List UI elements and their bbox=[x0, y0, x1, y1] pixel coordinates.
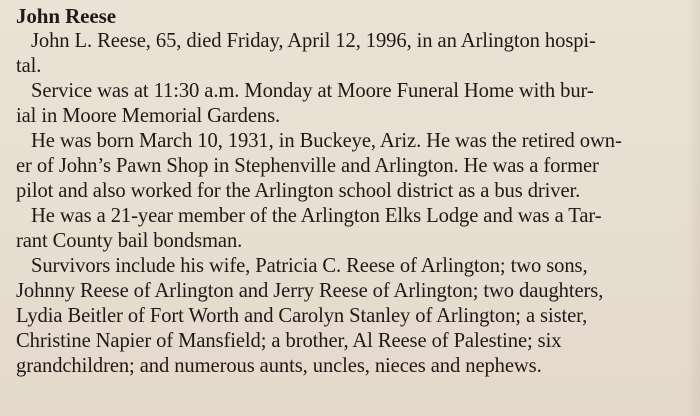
survivors-paragraph bbox=[16, 254, 690, 379]
text-line: grandchildren; and numerous aunts, uncles, nieces and nephews. bbox=[16, 355, 542, 377]
text-line: ial in Moore Memorial Gardens. bbox=[16, 105, 281, 127]
text-line: Lydia Beitler of Fort Worth and Carolyn Stanley of Arlington; a sister, bbox=[16, 305, 588, 327]
text-line: er of John’s Pawn Shop in Stephenville and Arlington. He was a former bbox=[16, 155, 599, 177]
text-line: pilot and also worked for the Arlington school district as a bus driver. bbox=[16, 180, 581, 202]
text-line: Survivors include his wife, Patricia C. Reese of Arlington; two sons, bbox=[31, 255, 588, 277]
text-line: rant County bail bondsman. bbox=[16, 230, 243, 252]
obituary-headline: John Reese bbox=[16, 4, 116, 28]
text-line: He was a 21-year member of the Arlington Elks Lodge and was a Tar- bbox=[31, 205, 602, 227]
text-line: He was born March 10, 1931, in Buckeye, Ariz. He was the retired own- bbox=[31, 130, 622, 152]
text-line: tal. bbox=[16, 55, 42, 77]
text-line: Johnny Reese of Arlington and Jerry Reese of Arlington; two daughters, bbox=[16, 280, 604, 302]
death-notice-paragraph bbox=[16, 29, 690, 79]
biography-paragraph bbox=[16, 129, 690, 204]
membership-paragraph bbox=[16, 204, 690, 254]
text-line: John L. Reese, 65, died Friday, April 12, 1996, in an Arlington hospi- bbox=[31, 30, 596, 52]
service-paragraph bbox=[16, 79, 690, 129]
text-line: Christine Napier of Mansfield; a brother, Al Reese of Palestine; six bbox=[16, 330, 562, 352]
text-line: Service was at 11:30 a.m. Monday at Moore Funeral Home with bur- bbox=[31, 80, 594, 102]
